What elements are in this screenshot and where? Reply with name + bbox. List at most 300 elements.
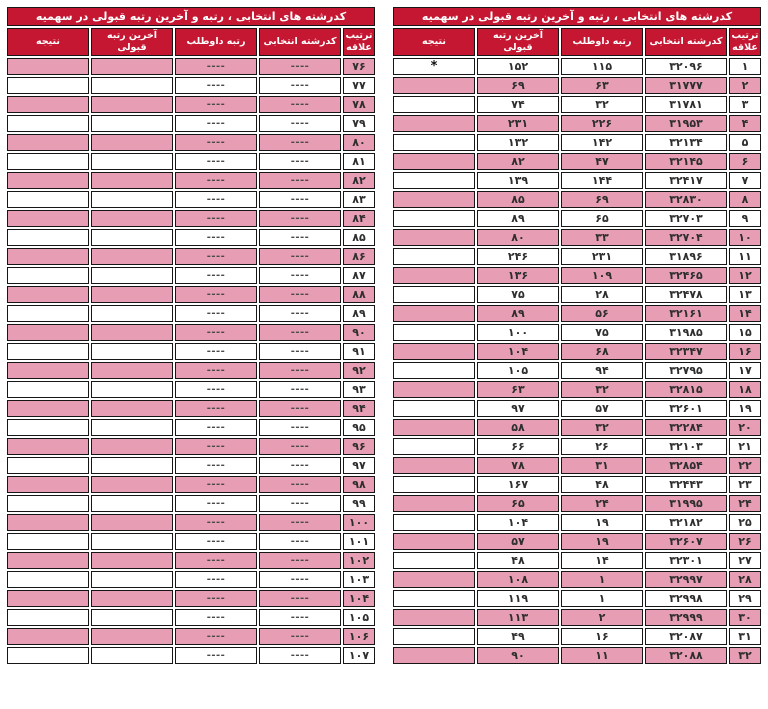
cell-result xyxy=(7,362,89,379)
cell-applicant-rank: ۶۹ xyxy=(561,191,643,208)
cell-result xyxy=(393,191,475,208)
cell-code: ---- xyxy=(259,609,341,626)
column-header-last-accepted-rank: آخرین رتبه قبولی xyxy=(91,28,173,56)
cell-code: ۳۲۷۹۵ xyxy=(645,362,727,379)
cell-rank: ۲۲ xyxy=(729,457,761,474)
cell-last-accepted-rank xyxy=(91,267,173,284)
cell-code: ۳۲۱۴۵ xyxy=(645,153,727,170)
cell-applicant-rank: ---- xyxy=(175,609,257,626)
cell-code: ۳۲۴۷۸ xyxy=(645,286,727,303)
table-row xyxy=(7,343,375,360)
table-row xyxy=(7,134,375,151)
cell-code: ۳۲۹۹۹ xyxy=(645,609,727,626)
cell-code: ---- xyxy=(259,400,341,417)
table-row xyxy=(393,172,761,189)
cell-applicant-rank: ۹۴ xyxy=(561,362,643,379)
cell-result xyxy=(7,381,89,398)
cell-rank: ۳۲ xyxy=(729,647,761,664)
cell-code: ۳۱۸۹۶ xyxy=(645,248,727,265)
cell-applicant-rank: ۱۴ xyxy=(561,552,643,569)
table-row xyxy=(393,457,761,474)
cell-result xyxy=(393,400,475,417)
cell-applicant-rank: ۳۲ xyxy=(561,419,643,436)
table-row xyxy=(393,552,761,569)
cell-applicant-rank: ---- xyxy=(175,571,257,588)
cell-code: ---- xyxy=(259,533,341,550)
table-row xyxy=(7,77,375,94)
cell-applicant-rank: ۵۷ xyxy=(561,400,643,417)
cell-rank: ۱۵ xyxy=(729,324,761,341)
table-row xyxy=(393,476,761,493)
cell-result xyxy=(7,628,89,645)
cell-rank: ۷۶ xyxy=(343,58,375,75)
cell-applicant-rank: ---- xyxy=(175,400,257,417)
cell-result xyxy=(393,533,475,550)
cell-last-accepted-rank xyxy=(91,381,173,398)
cell-code: ۳۲۰۸۸ xyxy=(645,647,727,664)
cell-result xyxy=(393,628,475,645)
cell-code: ---- xyxy=(259,590,341,607)
cell-last-accepted-rank: ۲۳۱ xyxy=(477,115,559,132)
cell-result xyxy=(7,343,89,360)
cell-last-accepted-rank: ۲۴۶ xyxy=(477,248,559,265)
cell-applicant-rank: ۱۰۹ xyxy=(561,267,643,284)
cell-code: ۳۲۱۶۱ xyxy=(645,305,727,322)
cell-last-accepted-rank xyxy=(91,153,173,170)
cell-code: ---- xyxy=(259,305,341,322)
cell-last-accepted-rank: ۱۱۹ xyxy=(477,590,559,607)
cell-code: ---- xyxy=(259,248,341,265)
cell-code: ۳۲۷۰۳ xyxy=(645,210,727,227)
table-row xyxy=(393,571,761,588)
cell-last-accepted-rank xyxy=(91,457,173,474)
table-row xyxy=(7,571,375,588)
cell-rank: ۸۶ xyxy=(343,248,375,265)
cell-last-accepted-rank: ۱۰۰ xyxy=(477,324,559,341)
column-header-last-accepted-rank: آخرین رتبه قبولی xyxy=(477,28,559,56)
cell-applicant-rank: ---- xyxy=(175,628,257,645)
cell-rank: ۱۱ xyxy=(729,248,761,265)
cell-code: ---- xyxy=(259,210,341,227)
table-row xyxy=(7,514,375,531)
cell-applicant-rank: ۴۷ xyxy=(561,153,643,170)
cell-result xyxy=(393,476,475,493)
cell-applicant-rank: ۴۸ xyxy=(561,476,643,493)
cell-code: ۳۲۲۸۴ xyxy=(645,419,727,436)
cell-result xyxy=(7,609,89,626)
cell-last-accepted-rank xyxy=(91,96,173,113)
cell-code: ۳۱۹۵۳ xyxy=(645,115,727,132)
cell-result xyxy=(393,286,475,303)
cell-applicant-rank: ---- xyxy=(175,495,257,512)
cell-rank: ۲۱ xyxy=(729,438,761,455)
table-row xyxy=(7,457,375,474)
cell-last-accepted-rank: ۱۳۶ xyxy=(477,267,559,284)
cell-applicant-rank: ---- xyxy=(175,533,257,550)
cell-applicant-rank: ۲۶ xyxy=(561,438,643,455)
cell-rank: ۲۰ xyxy=(729,419,761,436)
column-header-applicant-rank: رتبه داوطلب xyxy=(175,28,257,56)
cell-rank: ۹۴ xyxy=(343,400,375,417)
cell-result xyxy=(7,210,89,227)
column-header-code: کدرشته انتخابی xyxy=(645,28,727,56)
cell-rank: ۸۱ xyxy=(343,153,375,170)
table-row xyxy=(393,514,761,531)
cell-rank: ۱۸ xyxy=(729,381,761,398)
tables-wrap xyxy=(5,5,763,666)
cell-rank: ۹۳ xyxy=(343,381,375,398)
cell-applicant-rank: ---- xyxy=(175,229,257,246)
cell-code: ۳۲۷۰۴ xyxy=(645,229,727,246)
cell-result xyxy=(7,115,89,132)
table-row xyxy=(7,552,375,569)
cell-last-accepted-rank: ۶۶ xyxy=(477,438,559,455)
cell-last-accepted-rank: ۹۰ xyxy=(477,647,559,664)
cell-result xyxy=(7,134,89,151)
table-row xyxy=(7,172,375,189)
cell-result xyxy=(393,647,475,664)
cell-rank: ۳۰ xyxy=(729,609,761,626)
cell-code: ۳۱۷۸۱ xyxy=(645,96,727,113)
table-row xyxy=(7,153,375,170)
cell-rank: ۹۲ xyxy=(343,362,375,379)
column-header-result: نتیجه xyxy=(393,28,475,56)
cell-result xyxy=(7,457,89,474)
cell-code: ---- xyxy=(259,324,341,341)
cell-last-accepted-rank xyxy=(91,609,173,626)
table-row xyxy=(393,381,761,398)
cell-applicant-rank: ---- xyxy=(175,552,257,569)
table-row xyxy=(393,628,761,645)
cell-rank: ۷۹ xyxy=(343,115,375,132)
cell-rank: ۱۷ xyxy=(729,362,761,379)
cell-code: ---- xyxy=(259,343,341,360)
cell-rank: ۹۶ xyxy=(343,438,375,455)
cell-rank: ۱۰۶ xyxy=(343,628,375,645)
cell-last-accepted-rank xyxy=(91,58,173,75)
table-row xyxy=(393,96,761,113)
cell-applicant-rank: ۱۴۲ xyxy=(561,134,643,151)
cell-rank: ۱ xyxy=(729,58,761,75)
cell-rank: ۲۵ xyxy=(729,514,761,531)
cell-result xyxy=(393,305,475,322)
table-row xyxy=(393,115,761,132)
cell-last-accepted-rank: ۵۷ xyxy=(477,533,559,550)
table-row xyxy=(7,191,375,208)
cell-last-accepted-rank: ۱۰۸ xyxy=(477,571,559,588)
quota-table-continued xyxy=(5,5,377,666)
cell-rank: ۸۷ xyxy=(343,267,375,284)
cell-rank: ۶ xyxy=(729,153,761,170)
table-row xyxy=(7,590,375,607)
table-row xyxy=(393,324,761,341)
cell-rank: ۹۹ xyxy=(343,495,375,512)
cell-result xyxy=(393,438,475,455)
cell-last-accepted-rank: ۸۹ xyxy=(477,305,559,322)
cell-code: ۳۲۸۵۴ xyxy=(645,457,727,474)
cell-result xyxy=(7,400,89,417)
cell-result xyxy=(393,552,475,569)
column-header-code: کدرشته انتخابی xyxy=(259,28,341,56)
cell-code: ---- xyxy=(259,286,341,303)
cell-rank: ۲۸ xyxy=(729,571,761,588)
table-row xyxy=(7,495,375,512)
cell-rank: ۴ xyxy=(729,115,761,132)
cell-result xyxy=(7,590,89,607)
cell-result xyxy=(7,647,89,664)
cell-code: ۳۲۰۸۷ xyxy=(645,628,727,645)
cell-applicant-rank: ---- xyxy=(175,419,257,436)
table-row xyxy=(7,647,375,664)
cell-code: ---- xyxy=(259,438,341,455)
cell-last-accepted-rank: ۷۴ xyxy=(477,96,559,113)
cell-result xyxy=(7,58,89,75)
cell-result xyxy=(393,457,475,474)
cell-last-accepted-rank xyxy=(91,305,173,322)
cell-rank: ۸۸ xyxy=(343,286,375,303)
cell-code: ۳۲۱۰۳ xyxy=(645,438,727,455)
cell-last-accepted-rank xyxy=(91,476,173,493)
cell-rank: ۵ xyxy=(729,134,761,151)
cell-rank: ۹۵ xyxy=(343,419,375,436)
cell-code: ۳۲۴۶۵ xyxy=(645,267,727,284)
cell-last-accepted-rank: ۵۸ xyxy=(477,419,559,436)
cell-applicant-rank: ---- xyxy=(175,267,257,284)
table-row xyxy=(393,191,761,208)
cell-code: ۳۲۸۱۵ xyxy=(645,381,727,398)
cell-rank: ۸۵ xyxy=(343,229,375,246)
cell-last-accepted-rank xyxy=(91,286,173,303)
cell-rank: ۹ xyxy=(729,210,761,227)
cell-applicant-rank: ---- xyxy=(175,210,257,227)
table-row xyxy=(7,419,375,436)
cell-result xyxy=(7,248,89,265)
cell-applicant-rank: ---- xyxy=(175,476,257,493)
table-row xyxy=(393,58,761,75)
cell-code: ۳۲۴۴۳ xyxy=(645,476,727,493)
cell-result xyxy=(393,590,475,607)
cell-code: ۳۲۰۹۶ xyxy=(645,58,727,75)
cell-result xyxy=(393,571,475,588)
cell-applicant-rank: ---- xyxy=(175,343,257,360)
table-row xyxy=(393,609,761,626)
table-row xyxy=(7,115,375,132)
cell-applicant-rank: ۱۶ xyxy=(561,628,643,645)
cell-code: ---- xyxy=(259,362,341,379)
cell-code: ۳۱۷۷۷ xyxy=(645,77,727,94)
table-row xyxy=(7,210,375,227)
cell-rank: ۱۲ xyxy=(729,267,761,284)
cell-last-accepted-rank: ۱۳۹ xyxy=(477,172,559,189)
cell-result xyxy=(7,533,89,550)
cell-code: ---- xyxy=(259,115,341,132)
cell-applicant-rank: ۲۳۱ xyxy=(561,248,643,265)
column-header-applicant-rank: رتبه داوطلب xyxy=(561,28,643,56)
cell-rank: ۸۲ xyxy=(343,172,375,189)
quota-table-main xyxy=(391,5,763,666)
cell-applicant-rank: ---- xyxy=(175,381,257,398)
table-row xyxy=(393,343,761,360)
cell-code: ---- xyxy=(259,77,341,94)
cell-last-accepted-rank xyxy=(91,191,173,208)
cell-code: ---- xyxy=(259,153,341,170)
cell-last-accepted-rank xyxy=(91,419,173,436)
cell-code: ---- xyxy=(259,495,341,512)
cell-applicant-rank: ---- xyxy=(175,324,257,341)
table-head xyxy=(393,7,761,56)
cell-last-accepted-rank xyxy=(91,229,173,246)
cell-rank: ۷ xyxy=(729,172,761,189)
cell-applicant-rank: ۱۱۵ xyxy=(561,58,643,75)
table-row xyxy=(7,286,375,303)
cell-code: ۳۱۹۸۵ xyxy=(645,324,727,341)
cell-code: ---- xyxy=(259,134,341,151)
cell-rank: ۸۰ xyxy=(343,134,375,151)
cell-code: ۳۲۹۹۸ xyxy=(645,590,727,607)
cell-rank: ۷۸ xyxy=(343,96,375,113)
table-row xyxy=(393,305,761,322)
cell-applicant-rank: ---- xyxy=(175,58,257,75)
cell-last-accepted-rank: ۱۳۲ xyxy=(477,134,559,151)
cell-code: ---- xyxy=(259,381,341,398)
table-row xyxy=(7,381,375,398)
cell-result xyxy=(393,495,475,512)
cell-result xyxy=(393,172,475,189)
cell-code: ۳۲۳۰۱ xyxy=(645,552,727,569)
column-header-result: نتیجه xyxy=(7,28,89,56)
cell-last-accepted-rank: ۱۱۳ xyxy=(477,609,559,626)
cell-result xyxy=(7,96,89,113)
cell-code: ---- xyxy=(259,514,341,531)
cell-result xyxy=(393,362,475,379)
cell-code: ۳۲۹۹۷ xyxy=(645,571,727,588)
cell-last-accepted-rank xyxy=(91,172,173,189)
cell-applicant-rank: ۲۸ xyxy=(561,286,643,303)
cell-result xyxy=(7,77,89,94)
table-row xyxy=(7,476,375,493)
cell-applicant-rank: ۲ xyxy=(561,609,643,626)
cell-applicant-rank: ۲۲۶ xyxy=(561,115,643,132)
cell-result xyxy=(7,267,89,284)
cell-rank: ۱۰ xyxy=(729,229,761,246)
cell-result xyxy=(393,229,475,246)
cell-applicant-rank: ۶۳ xyxy=(561,77,643,94)
cell-last-accepted-rank xyxy=(91,362,173,379)
table-row xyxy=(393,248,761,265)
table-head xyxy=(7,7,375,56)
cell-result xyxy=(7,438,89,455)
cell-rank: ۸ xyxy=(729,191,761,208)
cell-rank: ۱۰۲ xyxy=(343,552,375,569)
table-row xyxy=(7,628,375,645)
table-row xyxy=(393,77,761,94)
table-row xyxy=(7,324,375,341)
cell-applicant-rank: ۶۸ xyxy=(561,343,643,360)
table-row xyxy=(393,400,761,417)
cell-rank: ۲۷ xyxy=(729,552,761,569)
cell-applicant-rank: ---- xyxy=(175,77,257,94)
cell-applicant-rank: ۱۹ xyxy=(561,533,643,550)
cell-applicant-rank: ۳۲ xyxy=(561,381,643,398)
cell-code: ---- xyxy=(259,267,341,284)
cell-last-accepted-rank xyxy=(91,533,173,550)
cell-applicant-rank: ۱ xyxy=(561,590,643,607)
cell-applicant-rank: ---- xyxy=(175,438,257,455)
cell-applicant-rank: ---- xyxy=(175,590,257,607)
cell-rank: ۱۰۷ xyxy=(343,647,375,664)
cell-result xyxy=(393,324,475,341)
table-row xyxy=(393,419,761,436)
cell-last-accepted-rank: ۱۶۷ xyxy=(477,476,559,493)
cell-applicant-rank: ۳۳ xyxy=(561,229,643,246)
cell-applicant-rank: ---- xyxy=(175,172,257,189)
cell-applicant-rank: ---- xyxy=(175,362,257,379)
cell-result xyxy=(7,286,89,303)
cell-last-accepted-rank: ۴۹ xyxy=(477,628,559,645)
cell-rank: ۱۶ xyxy=(729,343,761,360)
cell-last-accepted-rank: ۹۷ xyxy=(477,400,559,417)
table-row xyxy=(393,210,761,227)
cell-code: ---- xyxy=(259,552,341,569)
table-row xyxy=(7,533,375,550)
cell-last-accepted-rank: ۴۸ xyxy=(477,552,559,569)
cell-rank: ۲۹ xyxy=(729,590,761,607)
cell-result xyxy=(7,229,89,246)
cell-result xyxy=(7,419,89,436)
cell-rank: ۹۰ xyxy=(343,324,375,341)
cell-applicant-rank: ۵۶ xyxy=(561,305,643,322)
cell-last-accepted-rank: ۸۲ xyxy=(477,153,559,170)
cell-result xyxy=(393,343,475,360)
cell-result xyxy=(7,305,89,322)
cell-code: ۳۲۱۳۴ xyxy=(645,134,727,151)
cell-applicant-rank: ۳۱ xyxy=(561,457,643,474)
cell-code: ۳۲۸۳۰ xyxy=(645,191,727,208)
cell-result xyxy=(7,552,89,569)
cell-applicant-rank: ---- xyxy=(175,115,257,132)
cell-rank: ۱۰۱ xyxy=(343,533,375,550)
cell-applicant-rank: ---- xyxy=(175,96,257,113)
cell-applicant-rank: ---- xyxy=(175,286,257,303)
cell-code: ---- xyxy=(259,229,341,246)
table-row xyxy=(393,153,761,170)
cell-last-accepted-rank: ۶۹ xyxy=(477,77,559,94)
cell-code: ---- xyxy=(259,96,341,113)
cell-rank: ۱۰۰ xyxy=(343,514,375,531)
cell-last-accepted-rank: ۷۸ xyxy=(477,457,559,474)
cell-result xyxy=(393,381,475,398)
cell-last-accepted-rank: ۱۵۲ xyxy=(477,58,559,75)
cell-applicant-rank: ---- xyxy=(175,457,257,474)
cell-code: ۳۲۶۰۷ xyxy=(645,533,727,550)
table-row xyxy=(7,58,375,75)
cell-rank: ۱۳ xyxy=(729,286,761,303)
cell-last-accepted-rank: ۱۰۴ xyxy=(477,514,559,531)
table-row xyxy=(393,286,761,303)
cell-applicant-rank: ۱۹ xyxy=(561,514,643,531)
cell-last-accepted-rank xyxy=(91,647,173,664)
table-row xyxy=(393,495,761,512)
cell-code: ---- xyxy=(259,628,341,645)
cell-applicant-rank: ۱۴۴ xyxy=(561,172,643,189)
cell-last-accepted-rank xyxy=(91,552,173,569)
cell-code: ---- xyxy=(259,647,341,664)
table-row xyxy=(393,267,761,284)
cell-result xyxy=(7,571,89,588)
cell-code: ---- xyxy=(259,476,341,493)
cell-rank: ۸۳ xyxy=(343,191,375,208)
cell-last-accepted-rank xyxy=(91,400,173,417)
